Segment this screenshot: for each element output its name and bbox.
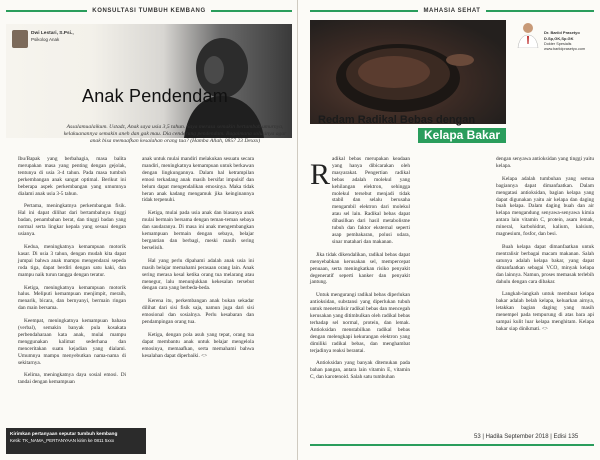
running-head-right [310,6,594,16]
author-meta [31,30,74,43]
column-left-2 [142,156,254,366]
author-role: Dokter Spesialis [544,42,572,46]
author-name: Dr. Bariid Prasetyo D.Sp,GK,Sp.GK [544,30,580,41]
paragraph: Hal yang perlu dipahami adalah anak usia ini masih belajar memahami perasaan orang lain. Anak sering merasa kesal ketika orang tua melarang atau menegur, lalu menunjukkan kekesalan tersebut dengan cara yang berbeda-beda. [142,257,254,292]
author-name: Dwi Lestari, S.Psi., [31,31,74,36]
folio-rule [310,444,594,446]
drop-cap: R [310,158,331,191]
right-page [298,0,600,460]
coconut-photo [310,20,506,124]
head-rule [310,10,418,12]
running-head-left [6,6,292,16]
doctor-avatar-icon [516,20,540,48]
paragraph: Ketiga, meningkatnya kemampuan motorik halus. Meliputi kemampuan menjimpit, meraih, menarik, bicara, dan bernyanyi, bermain ringan dan main bersama. [18,284,126,312]
head-rule [486,10,594,12]
paragraph: Kerena itu, perkembangan anak bukan sekadar dilihat dari sisi fisik saja, namun juga dari sisi emosional dan sosialnya. Perlu kesabaran dan pendampingan orang tua. [142,298,254,326]
paragraph: adikal bebas merupakan keadaan yang hanya dibicarakan oleh masyarakat. Pengertian radikal bebas adalah molekul yang kehilangan elektron, sehingga molekul tersebut menjadi tidak stabil dan selalu berusaha mengambil elektron dari molekul atau sel lain. Radikal bebas dapat dihasilkan dari hasil metabolisme tubuh dan faktor eksternal seperti asap pembakaran, polusi udara, sinar matahari dan makanan. [332,156,410,245]
column-right-2 [496,156,594,339]
author-portrait [516,20,540,48]
page-folio: 53 | Hadila September 2018 | Edisi 135 [474,434,579,440]
running-head-text: MAHASIA SEHAT [423,8,481,14]
caption-title: Kirimkan pertanyaan seputar tumbuh kembang [10,432,118,437]
column-left-1 [18,156,126,392]
head-rule [211,10,292,12]
paragraph: Antioksidan yang banyak ditemukan pada bahan pangan, antara lain vitamin E, vitamin C, dan karotenoid. Salah satu tumbuhan [310,360,410,381]
paragraph: Kelima, meningkatnya daya sosial emosi. Di tandai dengan kemampuan [18,372,126,386]
author-site: www.bariidprasetyo.com [544,47,586,51]
author-role: Psikolog Anak [31,37,60,42]
paragraph: Kelapa adalah tumbuhan yang semua bagiannya dapat dimanfaatkan. Dalam mengatasi antioksidan, bagian kelapa yang dapat digunakan yaitu air kelapa dan daging buah kelapa. Dalam daging buah dan air kelapa mengandung senyawa-senyawa kimia antara lain vitamin C, protein, asam lemak, mineral, karbohidrat, kalium, kalsium, magnesium, fosfor, dan besi. [496,175,594,238]
paragraph: Keempat, meningkatnya kemampuan bahasa (verbal), semakin banyak pula kosakata perbendaharaan kata anak, mulai mampu menggunakan kalimat sederhana dan menceritakan suatu kejadian yang dialami. Umumnya mampu menyebutkan nama-nama di sekitarnya. [18,318,126,366]
child-silhouette-icon [164,30,274,138]
left-page [0,0,298,460]
paragraph: Untuk mengurangi radikal bebas diperlukan antioksidan, substansi yang diperlukan tubuh untuk menetralisir radikal bebas dan mencegah kerusakan yang ditimbulkan oleh radikal bebas terhadap sel normal, protein, dan lemak. Antioksidan menstabilkan radikal bebas dengan melengkapi kekurangan elektron yang dimiliki radikal bebas, dan menghambat terjadinya reaksi berantai. [310,292,410,354]
paragraph: Jika tidak dikendalikan, radikal bebas dapat menyebabkan kerusakan sel, mempercepat penuaan, serta meningkatkan risiko penyakit degeneratif seperti kanker dan penyakit jantung. [310,251,410,286]
author-block [12,30,74,48]
paragraph: Ketiga, dengan pola asuh yang tepat, orang tua dapat membantu anak untuk belajar mengelola emosinya, memaafkan, serta memahami bahwa kesalahan dapat diperbaiki. <> [142,331,254,359]
caption-body: Ketik: TK_NAMA_PERTANYAAN kirim ke 0811 5xxx [10,438,115,443]
article-lead: Assalamualaikum. Ustadz, Anak saya usia 3,5 tahun. Saya merasa semakin bertambah umurnya, kelakuanannya semakin aneh dan gak mau. Dia cenderung pendendam. Bagaimana solusinya agar anak bisa memaafkan kesalahan orang tua? (Hamba Allah, 0857 23 Dexxx) [63,124,287,145]
article-title: Redam Radikal Bebas dengan [318,114,476,126]
paragraph: anak untuk mulai mandiri melakukan sesuatu secara mandiri, meningkatnya kemampuan untuk berkawan dengan lingkungannya. Dalam hal ketrampilan emosi terkadang anak masih bersifat impulsif dan belum dapat mengendalikan emosinya. Maka tidak heran anak kadang mengamuk jika keinginannya tidak terpenuhi. [142,156,254,204]
grilled-coconut-icon [310,20,506,124]
question-caption [6,428,146,454]
paragraph: dengan senyawa antioksidan yang tinggi yaitu kelapa. [496,156,594,169]
paragraph: Ibu/Bapak yang berbahagia, masa balita merupakan masa yang penting dengan gejolak, tentunya di usia 3-4 tahun. Pada masa tumbuh perkembangan anak sangat optimal. Berikut ini beberapa aspek perkembangan yang umumnya dialami anak usia 3-5 tahun. [18,156,126,197]
article-title-highlight: Kelapa Bakar [418,128,506,143]
article-title: Anak Pendendam [82,86,228,106]
paragraph: Pertama, meningkatnya perkembangan fisik. Hal ini dapat dilihat dari bertambahnya tinggi badan, penambahan berat, dan tinggi badan yang normal serta lingkar kepala yang sesuai dengan usianya. [18,203,126,238]
paragraph: Kedua, meningkatnya kemampuan motorik kasar. Di usia 3 tahun, dengan mudah kita dapat jumpai bahwa anak mampu mengendarai sepeda roda tiga, dapat berdiri dengan satu kaki, dan mampu naik turun tangga dengan teratur. [18,243,126,278]
avatar [12,30,28,48]
paragraph: Ketiga, mulai pada usia anak dan biasanya anak mulai bermain bersama dengan teman-teman sebaya dan saudaranya. Di masa ini anak mengembangkan kemampuan bermain dengan sebaya, belajar bergantian dan berbagi, meski masih sering berselisih. [142,210,254,251]
column-right-1 [310,156,410,387]
hero-image [6,24,292,138]
author-block-right [544,30,596,52]
head-rule [6,10,87,12]
paragraph: Langkah-langkah untuk membuat kelapa bakar adalah belah kelapa, keluarkan airnya, letakkan bagian daging yang masih menempel pada tempurung di atas bara api sampai kulit luar kelapa menghitam. Kelapa bakar siap dinikmati. <> [496,291,594,332]
paragraph: Buah kelapa dapat dimanfaatkan untuk mentralisir berbagai macam makanan. Salah satunya adalah kelapa bakar, yang dapat dimanfaatkan sebagai VCO, minyak kelapa dan lainnya. Namun, proses memasak terlebih dahulu dengan cara dibakar. [496,243,594,285]
running-head-text: KONSULTASI TUMBUH KEMBANG [92,8,206,14]
